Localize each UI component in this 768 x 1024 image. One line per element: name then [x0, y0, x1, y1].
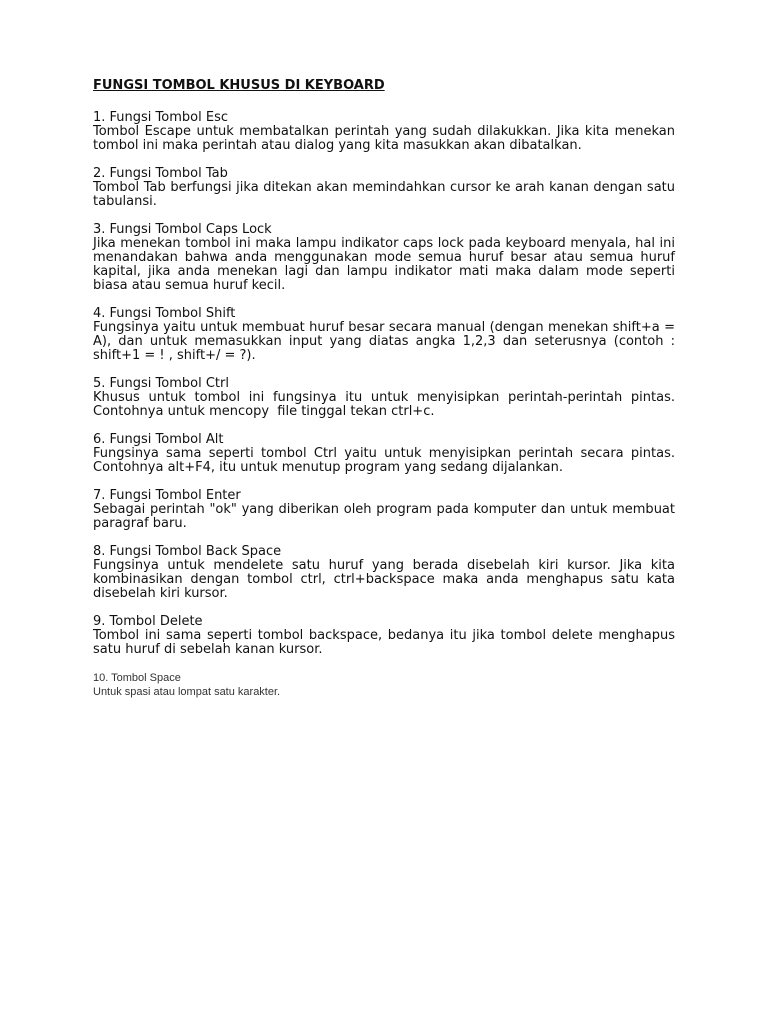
section-heading: 5. Fungsi Tombol Ctrl	[93, 376, 229, 391]
section-body: Fungsinya sama seperti tombol Ctrl yaitu untuk menyisipkan perintah secara pintas. Contohnya alt+F4, itu untuk menutup program yang sedang dijalankan.	[93, 446, 680, 475]
section-body: Fungsinya yaitu untuk membuat huruf besar secara manual (dengan menekan shift+a = A), dan untuk memasukkan input yang diatas angka 1,2,3 dan seterusnya (contoh : shift+1 = ! , shift+/ = ?).	[93, 320, 680, 363]
section-delete	[93, 614, 680, 657]
section-space	[93, 671, 675, 699]
section-shift	[93, 306, 680, 363]
section-heading: 4. Fungsi Tombol Shift	[93, 306, 236, 321]
document-page	[93, 78, 680, 713]
section-body: Fungsinya untuk mendelete satu huruf yang berada disebelah kiri kursor. Jika kita kombinasikan dengan tombol ctrl, ctrl+backspace maka anda menghapus satu kata disebelah kiri kursor.	[93, 558, 680, 601]
section-ctrl	[93, 376, 680, 419]
section-body: Khusus untuk tombol ini fungsinya itu untuk menyisipkan perintah-perintah pintas. Contohnya untuk mencopy file tinggal tekan ctrl+c.	[93, 390, 680, 419]
section-heading: 6. Fungsi Tombol Alt	[93, 432, 224, 447]
section-heading: 10. Tombol Space	[93, 672, 181, 684]
section-body: Tombol Tab berfungsi jika ditekan akan memindahkan cursor ke arah kanan dengan satu tabulansi.	[93, 180, 680, 209]
section-alt	[93, 432, 680, 475]
document-title: FUNGSI TOMBOL KHUSUS DI KEYBOARD	[93, 78, 385, 93]
section-body: Sebagai perintah "ok" yang diberikan oleh program pada komputer dan untuk membuat paragraf baru.	[93, 502, 680, 531]
section-heading: 2. Fungsi Tombol Tab	[93, 166, 228, 181]
section-esc	[93, 110, 680, 153]
section-back-space	[93, 544, 680, 601]
section-heading: 7. Fungsi Tombol Enter	[93, 488, 241, 503]
section-tab	[93, 166, 680, 209]
section-caps-lock	[93, 222, 680, 293]
section-body: Jika menekan tombol ini maka lampu indikator caps lock pada keyboard menyala, hal ini menandakan bahwa anda menggunakan mode semua huruf besar atau semua huruf kapital, jika anda menekan lagi dan lampu indikator mati maka dalam mode seperti biasa atau semua huruf kecil.	[93, 236, 680, 293]
section-body: Untuk spasi atau lompat satu karakter.	[93, 686, 281, 698]
section-heading: 8. Fungsi Tombol Back Space	[93, 544, 282, 559]
section-heading: 3. Fungsi Tombol Caps Lock	[93, 222, 272, 237]
section-enter	[93, 488, 680, 531]
section-heading: 9. Tombol Delete	[93, 614, 203, 629]
section-body: Tombol Escape untuk membatalkan perintah yang sudah dilakukkan. Jika kita menekan tombol ini maka perintah atau dialog yang kita masukkan akan dibatalkan.	[93, 124, 680, 153]
section-body: Tombol ini sama seperti tombol backspace, bedanya itu jika tombol delete menghapus satu huruf di sebelah kanan kursor.	[93, 628, 680, 657]
section-heading: 1. Fungsi Tombol Esc	[93, 110, 228, 125]
